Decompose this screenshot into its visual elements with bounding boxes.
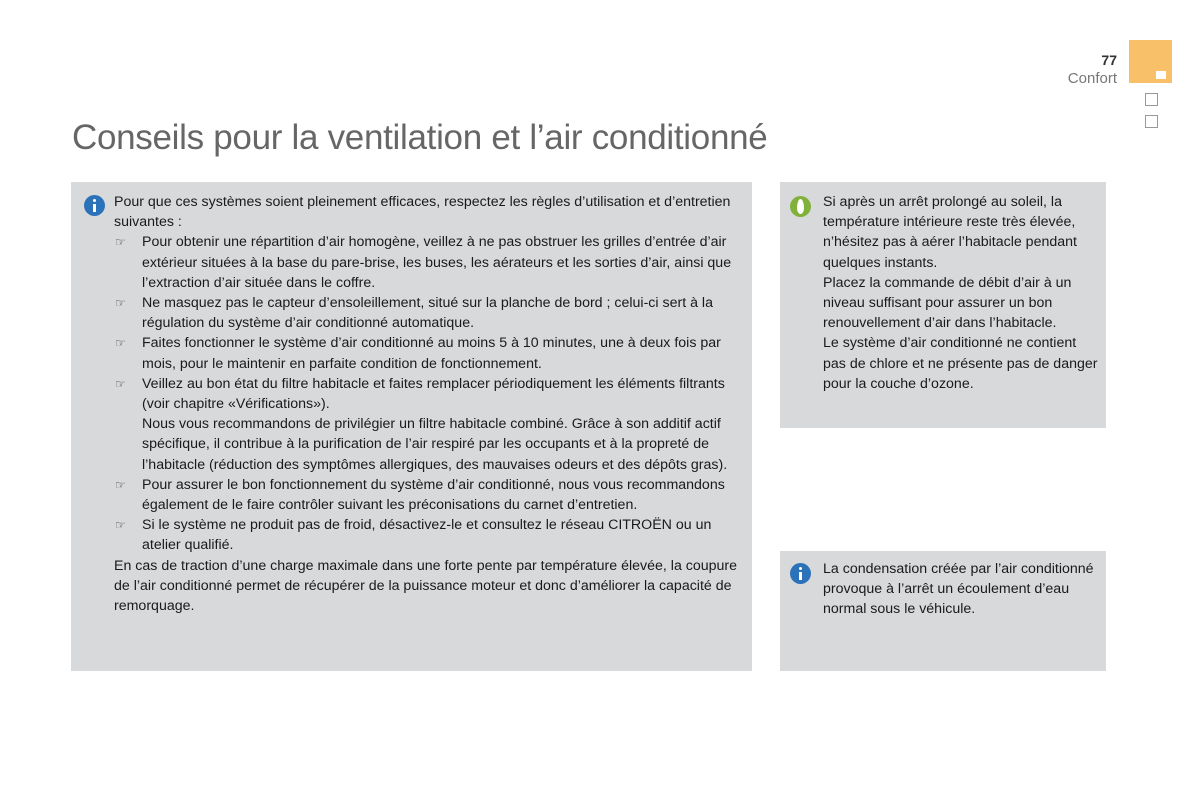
list-item-text: Si le système ne produit pas de froid, désactivez-le et consultez le réseau CITROËN ou un atelier qualifié. xyxy=(142,517,712,554)
list-item xyxy=(114,293,742,333)
list-item xyxy=(114,475,742,515)
pointing-hand-icon: ☞ xyxy=(115,477,126,492)
main-intro: Pour que ces systèmes soient pleinement efficaces, respectez les règles d’utilisation et d’entretien suivantes : xyxy=(114,194,731,231)
main-outro: En cas de traction d’une charge maximale dans une forte pente par température élevée, la coupure de l’air conditionné permet de récupérer de la puissance moteur et donc d’améliorer la capacité de remorquage. xyxy=(114,557,738,615)
list-item-text: Pour assurer le bon fonctionnement du système d’air conditionné, nous vous recommandons également de le faire contrôler suivant les préconisations du carnet d’entretien. xyxy=(142,476,725,514)
page-number: 77 xyxy=(1101,52,1117,68)
eco-paragraph: Le système d’air conditionné ne contient pas de chlore et ne présente pas de danger pour la couche d’ozone. xyxy=(823,335,1098,392)
tab-marker xyxy=(1156,71,1166,79)
advice-list xyxy=(114,232,742,555)
main-advice-box xyxy=(71,182,752,671)
eco-tip-box xyxy=(780,182,1106,428)
pointing-hand-icon: ☞ xyxy=(115,235,126,250)
list-item-text: Faites fonctionner le système d’air conditionné au moins 5 à 10 minutes, une à deux fois par mois, pour le maintenir en parfaite condition de fonctionnement. xyxy=(142,335,721,372)
section-tab-3[interactable] xyxy=(1145,115,1158,128)
pointing-hand-icon: ☞ xyxy=(115,376,126,391)
list-item xyxy=(114,374,742,475)
list-item xyxy=(114,232,742,293)
list-item xyxy=(114,515,742,555)
eco-paragraph: Placez la commande de débit d’air à un niveau suffisant pour assurer un bon renouvellement d’air dans l’habitacle. xyxy=(823,274,1072,332)
page-title: Conseils pour la ventilation et l’air conditionné xyxy=(72,118,768,157)
info-icon xyxy=(84,195,105,216)
condensation-note-box xyxy=(780,551,1106,671)
list-item-extra: Nous vous recommandons de privilégier un filtre habitacle combiné. Grâce à son additif actif spécifique, il contribue à la purification de l’air respiré par les occupants et à la propreté de l’habitacle (réduction des symptômes allergiques, des mauvaises odeurs et des dépôts gras). xyxy=(142,416,728,473)
condensation-text: La condensation créée par l’air conditionné provoque à l’arrêt un écoulement d’eau normal sous le véhicule. xyxy=(823,561,1094,618)
section-name: Confort xyxy=(1067,70,1117,87)
list-item-text: Veillez au bon état du filtre habitacle et faites remplacer périodiquement les éléments filtrants (voir chapitre «Vérifications»). xyxy=(142,375,725,413)
list-item-text: Pour obtenir une répartition d’air homogène, veillez à ne pas obstruer les grilles d’entrée d’air extérieur situées à la base du pare-brise, les buses, les aérateurs et les sorties d’air, ainsi que l’extraction d’air située dans le coffre. xyxy=(142,234,732,291)
pointing-hand-icon: ☞ xyxy=(115,296,126,311)
pointing-hand-icon: ☞ xyxy=(115,336,126,351)
eco-leaf-icon xyxy=(790,196,811,217)
list-item-text: Ne masquez pas le capteur d’ensoleillement, situé sur la planche de bord ; celui-ci sert à la régulation du système d’air conditionné automatique. xyxy=(142,295,713,332)
eco-paragraph: Si après un arrêt prolongé au soleil, la température intérieure reste très élevée, n’hésitez pas à aérer l’habitacle pendant quelques instants. xyxy=(823,194,1077,271)
pointing-hand-icon: ☞ xyxy=(115,518,126,533)
info-icon xyxy=(790,563,811,584)
section-tab-2[interactable] xyxy=(1145,93,1158,106)
section-tab-active[interactable] xyxy=(1129,40,1172,83)
list-item xyxy=(114,333,742,373)
leaf-shape xyxy=(797,199,804,214)
